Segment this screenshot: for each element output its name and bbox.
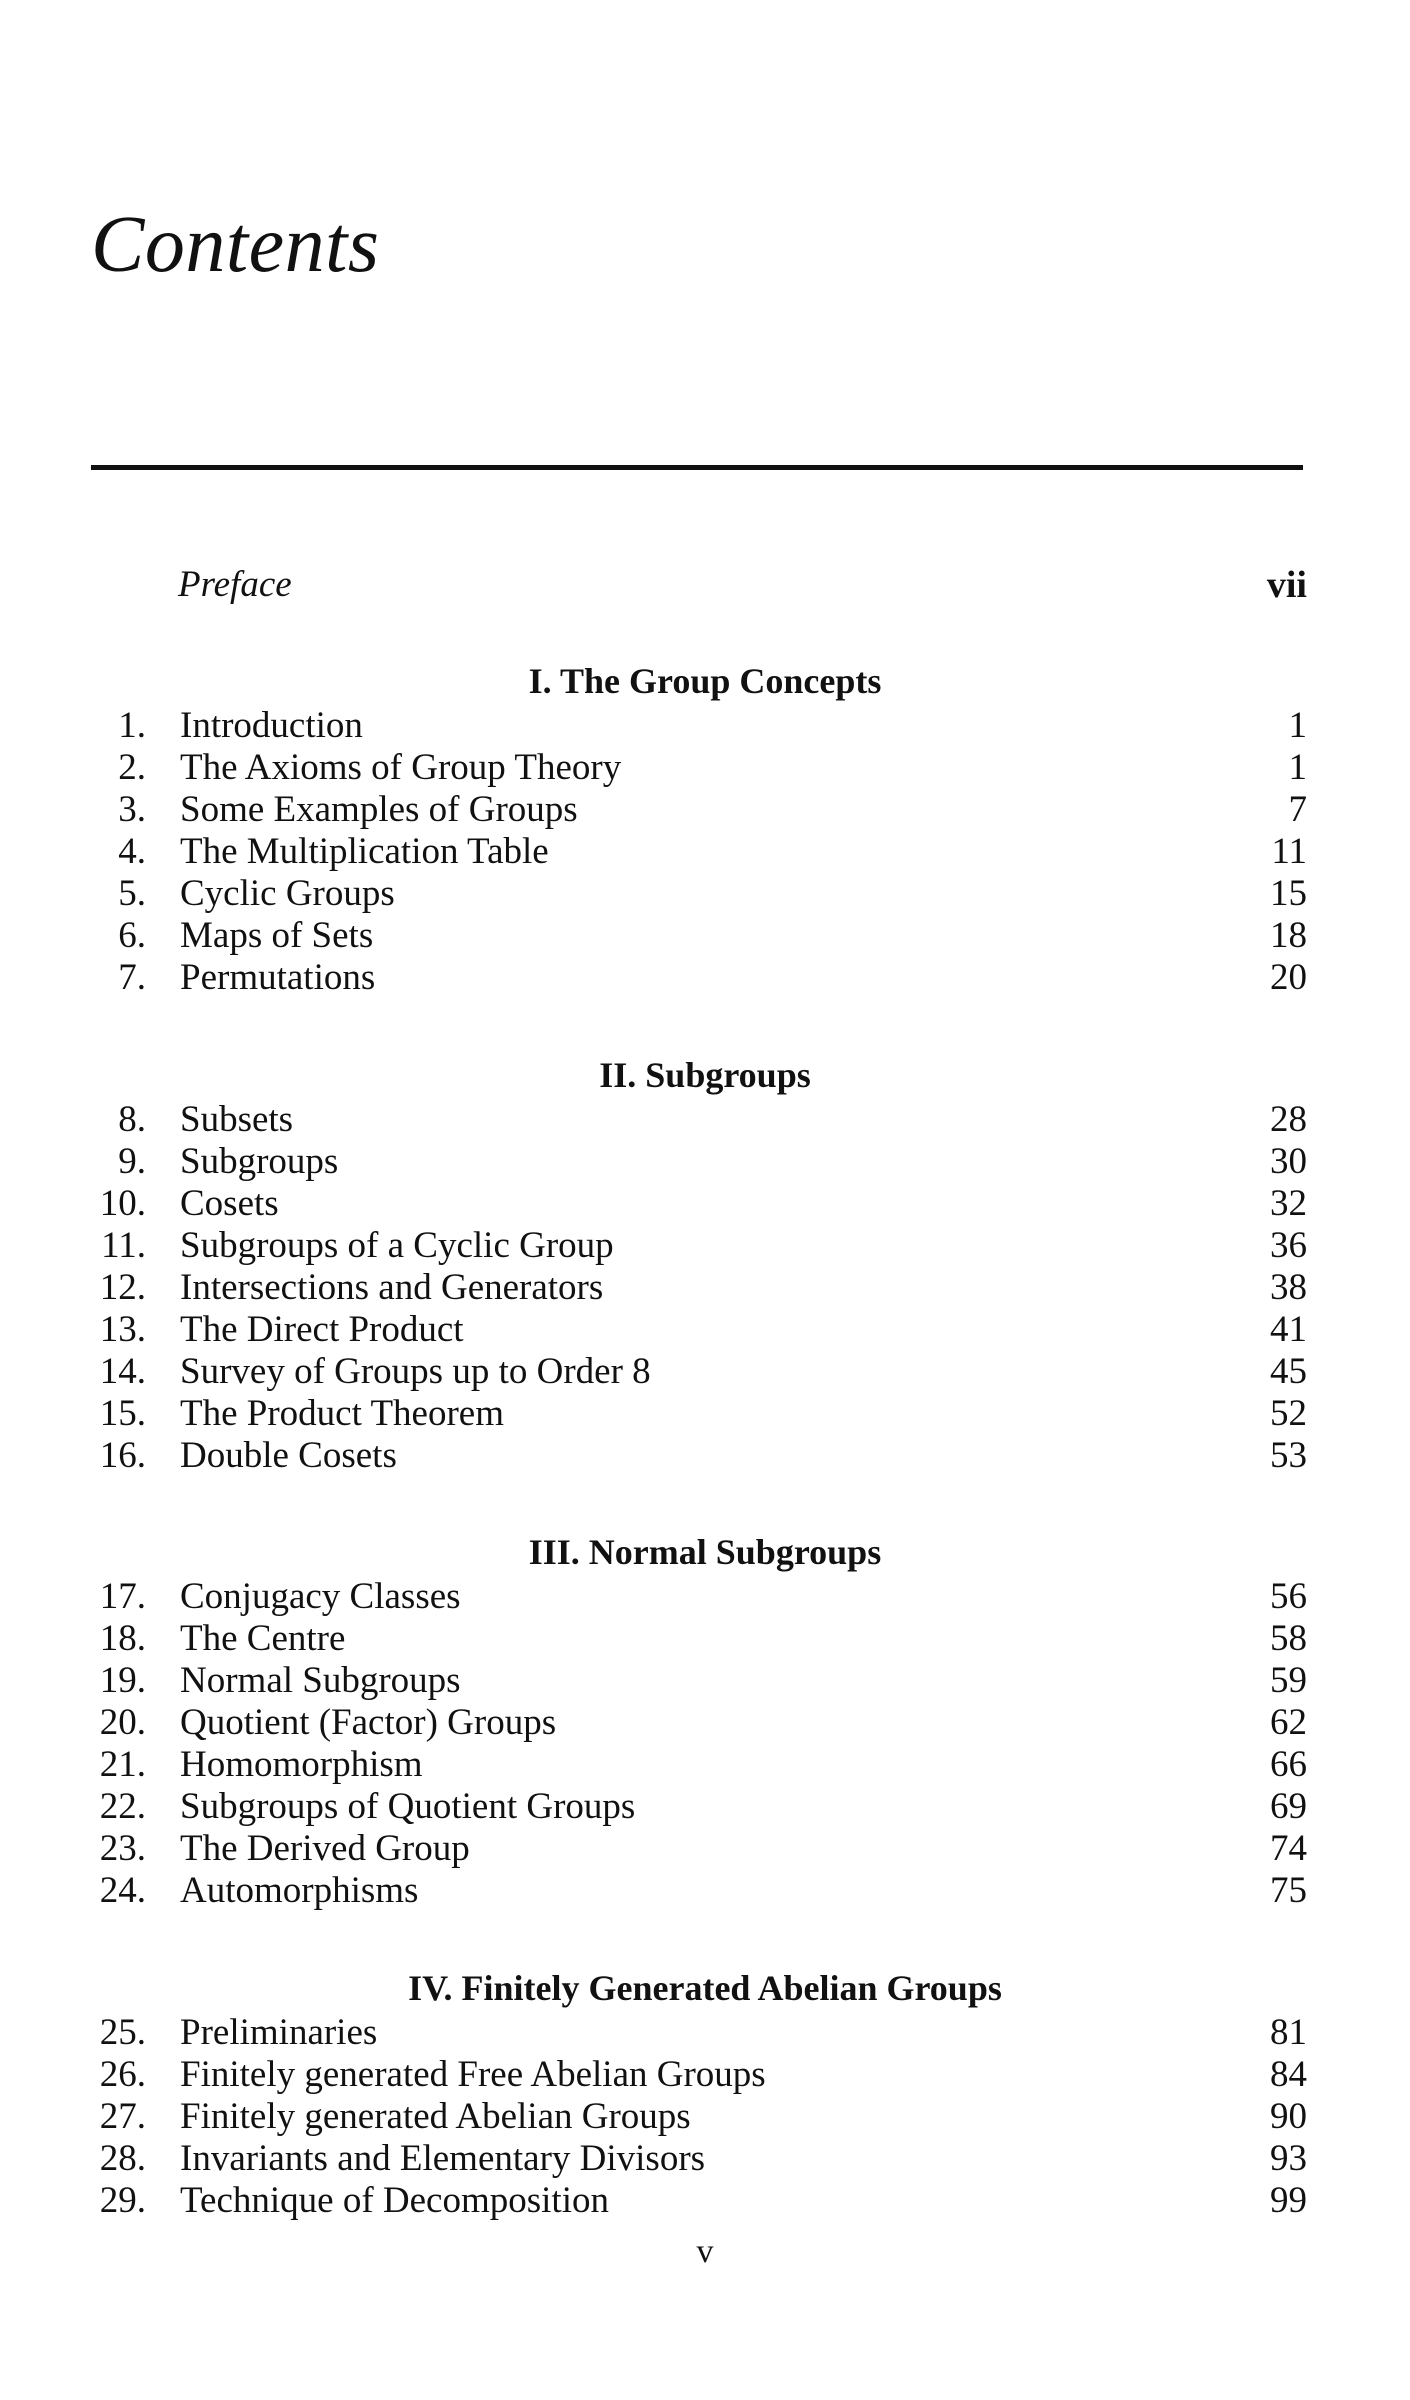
toc-entry-number: 11. [101, 1225, 146, 1266]
toc-entry[interactable] [0, 789, 1410, 831]
toc-entry-title: Subgroups of a Cyclic Group [180, 1225, 614, 1266]
toc-entry-number: 5. [118, 873, 146, 914]
toc-entry-page: 69 [1270, 1786, 1307, 1827]
toc-entry-number: 17. [99, 1576, 146, 1617]
toc-entry-title: Cyclic Groups [180, 873, 395, 914]
toc-entry-page: 30 [1270, 1141, 1307, 1182]
toc-entry-title: Technique of Decomposition [180, 2180, 609, 2221]
toc-entry[interactable] [0, 1870, 1410, 1912]
toc-entry[interactable] [0, 1828, 1410, 1870]
preface-page: vii [1266, 564, 1307, 606]
toc-entry[interactable] [0, 1309, 1410, 1351]
toc-entry-page: 75 [1270, 1870, 1307, 1911]
toc-entry-number: 16. [99, 1435, 146, 1476]
toc-entry-title: The Axioms of Group Theory [180, 747, 622, 788]
toc-entry-page: 7 [1288, 789, 1307, 830]
toc-entry-number: 7. [118, 957, 146, 998]
toc-entry-title: The Derived Group [180, 1828, 470, 1869]
toc-entry-number: 23. [99, 1828, 146, 1869]
toc-entry[interactable] [0, 1660, 1410, 1702]
toc-entry-number: 24. [99, 1870, 146, 1911]
toc-entry[interactable] [0, 915, 1410, 957]
toc-entry[interactable] [0, 1744, 1410, 1786]
toc-entry-title: Maps of Sets [180, 915, 374, 956]
toc-entry[interactable] [0, 1351, 1410, 1393]
toc-entry-page: 1 [1288, 747, 1307, 788]
toc-entry-title: Normal Subgroups [180, 1660, 461, 1701]
toc-entry-number: 29. [99, 2180, 146, 2221]
toc-entry-page: 99 [1270, 2180, 1307, 2221]
toc-entry-page: 56 [1270, 1576, 1307, 1617]
toc-entry-title: Survey of Groups up to Order 8 [180, 1351, 651, 1392]
toc-entry-number: 13. [99, 1309, 146, 1350]
toc-entry-title: Invariants and Elementary Divisors [180, 2138, 706, 2179]
toc-entry-page: 41 [1270, 1309, 1307, 1350]
toc-entry-page: 15 [1270, 873, 1307, 914]
toc-entry-title: Finitely generated Abelian Groups [180, 2096, 691, 2137]
toc-entry[interactable] [0, 831, 1410, 873]
toc-entry-number: 25. [99, 2012, 146, 2053]
toc-entry-number: 22. [99, 1786, 146, 1827]
toc-entry-number: 12. [99, 1267, 146, 1308]
toc-entry-number: 20. [99, 1702, 146, 1743]
toc-entry[interactable] [0, 1786, 1410, 1828]
toc-entry-title: The Product Theorem [180, 1393, 505, 1434]
toc-entry-number: 14. [99, 1351, 146, 1392]
section-heading: I. The Group Concepts [528, 661, 882, 701]
toc-entry-page: 28 [1270, 1099, 1307, 1140]
toc-entry-page: 59 [1270, 1660, 1307, 1701]
toc-entry[interactable] [0, 1435, 1410, 1477]
toc-entry-title: Intersections and Generators [180, 1267, 604, 1308]
toc-entry-title: Double Cosets [180, 1435, 397, 1476]
toc-entry-title: Subsets [180, 1099, 294, 1140]
toc-entry-title: Cosets [180, 1183, 279, 1224]
toc-entry-page: 20 [1270, 957, 1307, 998]
toc-entry[interactable] [0, 1183, 1410, 1225]
toc-entry[interactable] [0, 2096, 1410, 2138]
section-heading: II. Subgroups [599, 1055, 811, 1095]
toc-entry-number: 9. [118, 1141, 146, 1182]
toc-entry-page: 84 [1270, 2054, 1307, 2095]
toc-entry-title: Subgroups of Quotient Groups [180, 1786, 636, 1827]
toc-entry-page: 18 [1270, 915, 1307, 956]
toc-entry-page: 1 [1288, 705, 1307, 746]
toc-entry[interactable] [0, 1099, 1410, 1141]
toc-entry-page: 45 [1270, 1351, 1307, 1392]
toc-entry-number: 10. [99, 1183, 146, 1224]
toc-entry-number: 28. [99, 2138, 146, 2179]
page-number: v [696, 2233, 714, 2270]
toc-entry-number: 27. [99, 2096, 146, 2137]
toc-entry[interactable] [0, 747, 1410, 789]
toc-entry-title: The Multiplication Table [180, 831, 549, 872]
toc-entry-page: 74 [1270, 1828, 1307, 1869]
toc-entry-title: Subgroups [180, 1141, 339, 1182]
preface-label[interactable]: Preface [178, 564, 292, 605]
toc-entry-page: 90 [1270, 2096, 1307, 2137]
toc-entry-page: 93 [1270, 2138, 1307, 2179]
toc-entry-title: Finitely generated Free Abelian Groups [180, 2054, 766, 2095]
toc-entry-number: 19. [99, 1660, 146, 1701]
section-heading: IV. Finitely Generated Abelian Groups [408, 1968, 1002, 2008]
toc-entry-page: 11 [1271, 831, 1307, 872]
toc-entry[interactable] [0, 1576, 1410, 1618]
toc-entry[interactable] [0, 2138, 1410, 2180]
toc-entry-page: 81 [1270, 2012, 1307, 2053]
toc-entry-title: Preliminaries [180, 2012, 378, 2053]
toc-entry-number: 2. [118, 747, 146, 788]
toc-entry-title: Conjugacy Classes [180, 1576, 461, 1617]
toc-entry[interactable] [0, 957, 1410, 999]
toc-entry[interactable] [0, 2180, 1410, 2222]
toc-entry-title: Permutations [180, 957, 376, 998]
page-title: Contents [91, 201, 380, 289]
toc-entry-page: 66 [1270, 1744, 1307, 1785]
toc-entry-number: 1. [118, 705, 146, 746]
toc-entry-title: The Centre [180, 1618, 346, 1659]
toc-entry-page: 38 [1270, 1267, 1307, 1308]
toc-entry[interactable] [0, 1225, 1410, 1267]
toc-entry-title: The Direct Product [180, 1309, 464, 1350]
toc-entry[interactable] [0, 705, 1410, 747]
toc-entry[interactable] [0, 1141, 1410, 1183]
toc-entry[interactable] [0, 2012, 1410, 2054]
section-heading: III. Normal Subgroups [528, 1532, 882, 1572]
toc-entry-number: 26. [99, 2054, 146, 2095]
toc-entry-title: Introduction [180, 705, 363, 746]
title-rule [91, 465, 1303, 470]
toc-entry[interactable] [0, 1393, 1410, 1435]
toc-entry-page: 52 [1270, 1393, 1307, 1434]
toc-entry[interactable] [0, 1618, 1410, 1660]
toc-entry-page: 53 [1270, 1435, 1307, 1476]
toc-entry-number: 15. [99, 1393, 146, 1434]
toc-entry-page: 62 [1270, 1702, 1307, 1743]
toc-entry[interactable] [0, 873, 1410, 915]
toc-entry-page: 32 [1270, 1183, 1307, 1224]
toc-entry-number: 18. [99, 1618, 146, 1659]
toc-entry[interactable] [0, 1702, 1410, 1744]
toc-entry-title: Homomorphism [180, 1744, 423, 1785]
toc-entry-title: Quotient (Factor) Groups [180, 1702, 557, 1743]
toc-entry-title: Some Examples of Groups [180, 789, 578, 830]
toc-entry-page: 58 [1270, 1618, 1307, 1659]
toc-entry-number: 8. [118, 1099, 146, 1140]
toc-entry-number: 3. [118, 789, 146, 830]
toc-entry[interactable] [0, 2054, 1410, 2096]
toc-entry-page: 36 [1270, 1225, 1307, 1266]
toc-entry-title: Automorphisms [180, 1870, 419, 1911]
toc-entry-number: 4. [118, 831, 146, 872]
toc-entry-number: 6. [118, 915, 146, 956]
toc-entry-number: 21. [99, 1744, 146, 1785]
toc-entry[interactable] [0, 1267, 1410, 1309]
